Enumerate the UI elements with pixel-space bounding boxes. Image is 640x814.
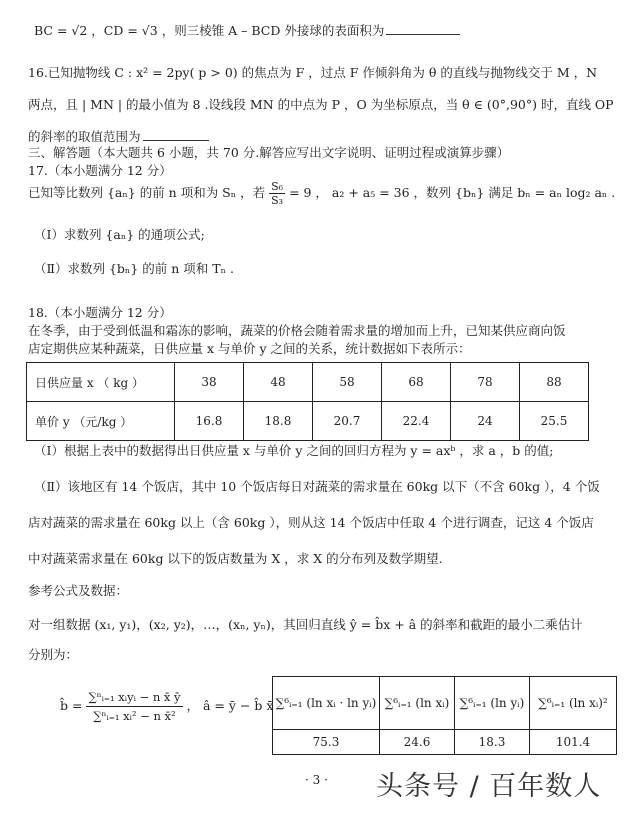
a-hat-formula: ， â = ȳ − b̂ x̄ xyxy=(186,698,274,713)
q17-part1: （Ⅰ）求数列 {aₙ} 的通项公式; xyxy=(34,227,205,242)
section-heading: 三、解答题（本大题共 6 小题，共 70 分.解答应写出文字说明、证明过程或演算步骤） xyxy=(28,145,510,160)
fraction-numerator: S₆ xyxy=(271,180,284,193)
q18-title: 18.（本小题满分 12 分） xyxy=(28,305,172,320)
table-row xyxy=(27,402,589,441)
q17-stem-b: = 9 ， a₂ + a₅ = 36 ，数列 {bₙ} 满足 bₙ = aₙ log₂ aₙ . xyxy=(289,185,616,200)
q17-stem xyxy=(28,180,615,207)
table-cell: 38 xyxy=(175,363,244,402)
q18-part2-l3: 中对蔬菜需求量在 60kg 以下的饭店数量为 X ，求 X 的分布列及数学期望. xyxy=(28,551,443,566)
q18-stem2: 店定期供应某种蔬菜，日供应量 x 与单价 y 之间的关系，统计数据如下表所示： xyxy=(28,341,471,356)
b-hat-label: b̂ = xyxy=(60,698,83,713)
supply-price-table xyxy=(26,362,589,441)
table-header: ∑⁶ᵢ₌₁ (ln yᵢ) xyxy=(455,677,530,730)
q16-line1: 16.已知抛物线 C : x² = 2py( p > 0) 的焦点为 F ，过点 F 作倾斜角为 θ 的直线与抛物线交于 M ，N xyxy=(28,65,598,80)
b-hat-fraction xyxy=(86,688,182,725)
table-cell: 18.3 xyxy=(455,730,530,755)
regression-formula xyxy=(60,688,273,725)
table-header: ∑⁶ᵢ₌₁ (ln xᵢ)² xyxy=(530,677,617,730)
reference-title: 参考公式及数据： xyxy=(28,583,129,598)
q18-part2-l2: 店对蔬菜的需求量在 60kg 以上（含 60kg ），则从这 14 个饭店中任取 4 个进行调查，记这 4 个饭店 xyxy=(28,515,594,530)
q16-line2: 两点，且 | MN | 的最小值为 8 .设线段 MN 的中点为 P ，O 为坐标原点，当 θ ∈ (0°,90°) 时，直线 OP xyxy=(28,97,614,112)
answer-blank xyxy=(143,128,209,141)
table-cell: 18.8 xyxy=(244,402,313,441)
reference-line1: 对一组数据 (x₁, y₁)，(x₂, y₂)，…，(xₙ, yₙ)，其回归直线 ŷ = b̂x + â 的斜率和截距的最小二乘估计 xyxy=(28,617,583,632)
table-cell: 68 xyxy=(382,363,451,402)
row-header: 单价 y （元/kg ） xyxy=(27,402,175,441)
ratio-fraction xyxy=(269,180,285,207)
q15-text: BC = √2 ，CD = √3 ，则三棱锥 A – BCD 外接球的表面积为 xyxy=(34,23,385,38)
fraction-numerator: ∑ⁿᵢ₌₁ xᵢyᵢ − n x̄ ȳ xyxy=(86,688,182,707)
row-header: 日供应量 x （ kg ） xyxy=(27,363,175,402)
table-cell: 20.7 xyxy=(313,402,382,441)
table-row xyxy=(273,677,617,730)
table-cell: 25.5 xyxy=(520,402,589,441)
fraction-denominator: S₃ xyxy=(271,194,284,207)
q17-part2: （Ⅱ）求数列 {bₙ} 的前 n 项和 Tₙ . xyxy=(34,261,234,276)
table-cell: 24 xyxy=(451,402,520,441)
table-row xyxy=(27,363,589,402)
q15-tail xyxy=(34,22,460,40)
fraction-denominator: ∑ⁿᵢ₌₁ xᵢ² − n x̄² xyxy=(93,709,176,723)
table-cell: 58 xyxy=(313,363,382,402)
table-header: ∑⁶ᵢ₌₁ (ln xᵢ) xyxy=(380,677,455,730)
q17-title: 17.（本小题满分 12 分） xyxy=(28,163,172,178)
q17-stem-a: 已知等比数列 {aₙ} 的前 n 项和为 Sₙ ，若 xyxy=(28,185,266,200)
table-row xyxy=(273,730,617,755)
reference-line2: 分别为： xyxy=(28,647,79,662)
q18-part2-l1: （Ⅱ）该地区有 14 个饭店，其中 10 个饭店每日对蔬菜的需求量在 60kg 以下（不含 60kg ），4 个饭 xyxy=(34,479,600,494)
q16-line3-text: 的斜率的取值范围为 xyxy=(28,129,141,144)
table-cell: 75.3 xyxy=(273,730,380,755)
answer-blank xyxy=(386,22,460,35)
table-header: ∑⁶ᵢ₌₁ (ln xᵢ · ln yᵢ) xyxy=(273,677,380,730)
table-cell: 88 xyxy=(520,363,589,402)
table-cell: 24.6 xyxy=(380,730,455,755)
page-number: · 3 · xyxy=(305,773,328,787)
q18-part1: （Ⅰ）根据上表中的数据得出日供应量 x 与单价 y 之间的回归方程为 y = axᵇ ，求 a ，b 的值; xyxy=(34,443,554,458)
table-cell: 48 xyxy=(244,363,313,402)
watermark: 头条号 / 百年数人 xyxy=(376,771,602,802)
reference-data-table xyxy=(272,676,617,755)
table-cell: 101.4 xyxy=(530,730,617,755)
table-cell: 78 xyxy=(451,363,520,402)
table-cell: 22.4 xyxy=(382,402,451,441)
q18-stem1: 在冬季，由于受到低温和霜冻的影响，蔬菜的价格会随着需求量的增加而上升，已知某供应商向饭 xyxy=(28,323,566,338)
table-cell: 16.8 xyxy=(175,402,244,441)
